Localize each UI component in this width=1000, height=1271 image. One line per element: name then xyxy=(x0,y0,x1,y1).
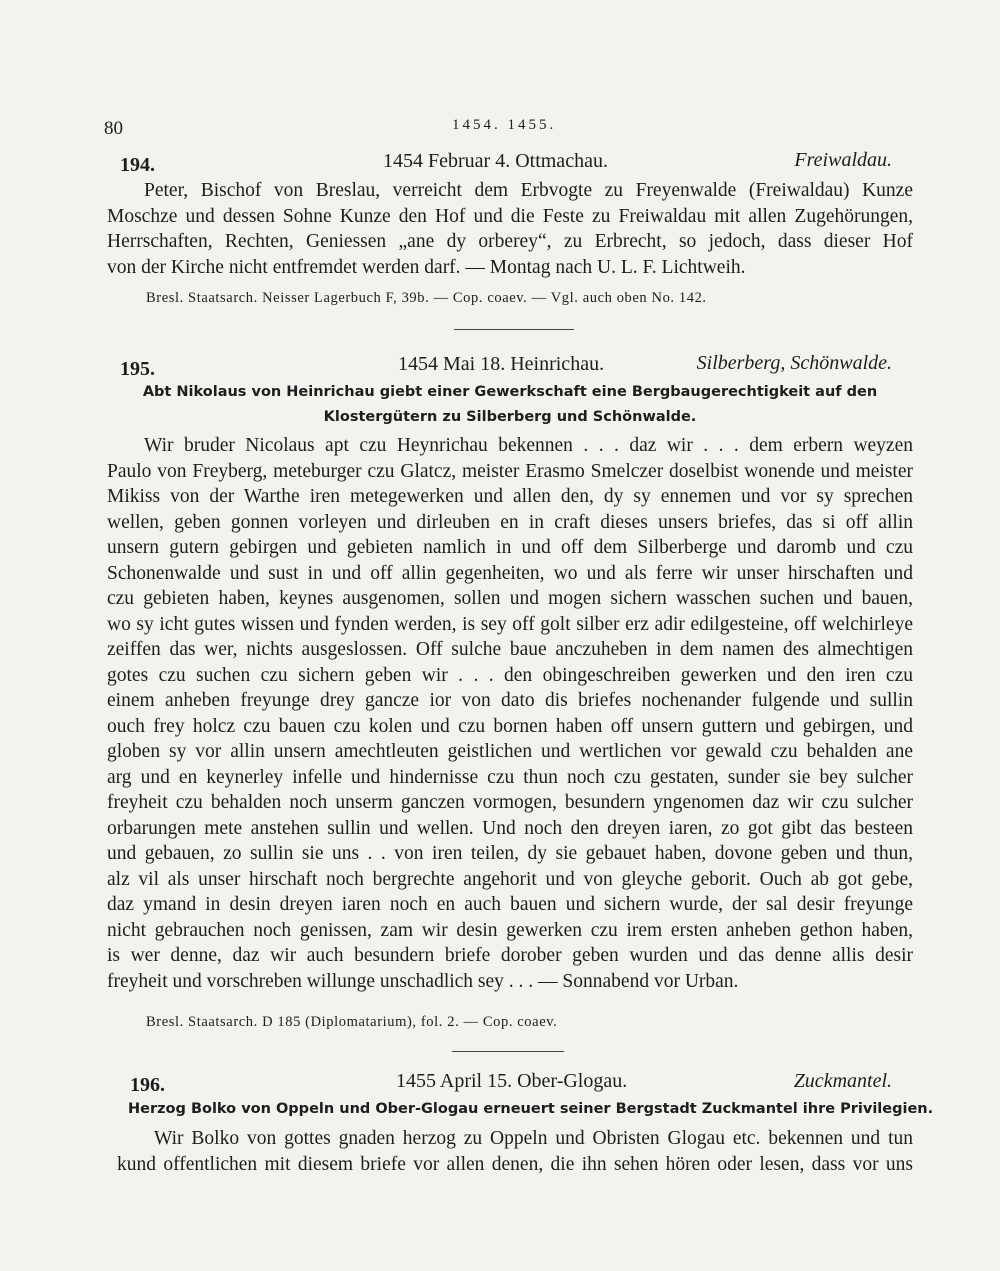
page-number: 80 xyxy=(104,118,123,139)
doc-194-line: Herrschaften, Rechten, Geniessen „ane dy orberey“, zu Erbrecht, so jedoch, dass dieser Hof xyxy=(107,231,913,252)
doc-195-body xyxy=(107,433,913,994)
doc-195-line: Mikiss von der Warthe iren metegewerken und allen den, dy sy ennemen und vor sy sprechen xyxy=(107,486,913,507)
doc-196-date-place: 1455 April 15. Ober-Glogau. xyxy=(396,1070,628,1092)
doc-195-line: zeiffen das wer, nichts ausgeslossen. Off sulche baue anczuheben in dem namen des almechtigen xyxy=(107,639,913,660)
separator-rule xyxy=(454,329,574,330)
doc-195-heading-line-2: Klostergütern zu Silberberg und Schönwalde. xyxy=(323,409,697,425)
doc-195-line: alz vil als unser hirschaft noch bergrechte angehorit und von gleyche geborit. Ouch ab got gebe, xyxy=(107,868,913,890)
doc-194-location: Freiwaldau. xyxy=(794,149,892,171)
doc-195-line: freyheit czu behalden noch unserm ganczen vormogen, besundern yngenomen daz wir czu sulcher xyxy=(107,792,913,813)
doc-194-date-place: 1454 Februar 4. Ottmachau. xyxy=(383,150,608,172)
doc-195-line: globen sy vor allin unsern amechtleuten geistlichen und wertlichen vor gewald czu behalden ane xyxy=(107,741,913,762)
doc-194-body xyxy=(107,178,913,280)
doc-195-line: orbarungen mete anstehen sullin und wellen. Und noch den dreyen iaren, zo got gibt das besteen xyxy=(107,817,913,839)
doc-195-line: wellen, geben gonnen vorleyen und dirleuben en in craft dieses unsers briefes, das si off allin xyxy=(107,511,913,533)
doc-196-number: 196. xyxy=(130,1074,165,1096)
doc-195-heading-line-1: Abt Nikolaus von Heinrichau giebt einer Gewerkschaft eine Bergbaugerechtigkeit auf den xyxy=(142,384,878,400)
doc-195-line: wo sy icht gutes wissen und fynden werden, is sey off golt silber erz adir edilgesteine, off welchirleye xyxy=(107,613,913,635)
separator-rule xyxy=(452,1051,564,1052)
doc-195-date-place: 1454 Mai 18. Heinrichau. xyxy=(398,353,605,375)
doc-195-line: arg und en keynerley infelle und hindernisse czu thun noch czu gestaten, sunder sie bey sulcher xyxy=(107,766,913,788)
doc-195-line: is wer denne, daz wir auch besundern briefe dorober geben wurden und das denne allis desir xyxy=(107,945,913,966)
doc-194-line: von der Kirche nicht entfremdet werden darf. — Montag nach U. L. F. Lichtweih. xyxy=(107,256,746,278)
doc-196-line: kund offentlichen mit diesem briefe vor allen denen, die ihn sehen hören oder lesen, dass vor uns xyxy=(117,1153,913,1175)
doc-195-line: freyheit und vorschreben willunge unschadlich sey . . . — Sonnabend vor Urban. xyxy=(107,970,739,992)
doc-194-line: Peter, Bischof von Breslau, verreicht dem Erbvogte zu Freyenwalde (Freiwaldau) Kunze xyxy=(144,180,913,201)
doc-195-line: czu gebieten haben, keynes ausgenomen, sollen und mogen sichern wasschen suchen und bauen, xyxy=(107,588,913,609)
doc-196-location: Zuckmantel. xyxy=(793,1070,892,1092)
doc-195-line: und gebauen, zo sullin sie uns . . von iren teilen, dy sie gebauet haben, dovone geben und thun, xyxy=(107,843,913,864)
doc-195-line: ouch frey holcz czu bauen czu kolen und czu bornen haben off unsern guttern und gebirgen, und xyxy=(107,715,913,737)
doc-196-heading: Herzog Bolko von Oppeln und Ober-Glogau erneuert seiner Bergstadt Zuckmantel ihre Privilegien. xyxy=(128,1101,934,1117)
doc-195-line: nicht gebrauchen noch genissen, zam wir desin gewerken czu irem ersten anheben gethon haben, xyxy=(107,919,913,941)
doc-195-line: daz ymand in desin dreyen iaren noch en auch bauen und sichern wurde, der sal desir freyunge xyxy=(107,894,913,915)
doc-194-line: Moschze und dessen Sohne Kunze den Hof und die Feste zu Freiwaldau mit allen Zugehörungen, xyxy=(107,205,913,227)
doc-195-line: Schonenwalde und sust in und off allin gegenheiten, wo und als ferre wir unser hirschaften und xyxy=(107,562,913,584)
running-header-years: 1454. 1455. xyxy=(452,117,557,133)
doc-196-body xyxy=(117,1126,913,1177)
doc-195-line: gotes czu suchen czu sichern geben wir . . . den obingeschreiben gewerken und den iren czu xyxy=(107,664,913,686)
doc-195-location: Silberberg, Schönwalde. xyxy=(696,352,892,374)
doc-194-source: Bresl. Staatsarch. Neisser Lagerbuch F, 39b. — Cop. coaev. — Vgl. auch oben No. 142. xyxy=(146,290,707,306)
doc-195-line: Paulo von Freyberg, meteburger czu Glatcz, meister Erasmo Smelczer doselbist wonende und meister xyxy=(107,460,913,482)
doc-195-line: unsern gutern gebirgen und gebieten namlich in und off dem Silberberge und daromb und czu xyxy=(107,537,913,558)
doc-195-line: einem anheben freyunge drey gancze ior von dato dis briefes nochenander fulgende und sullin xyxy=(107,690,913,711)
doc-196-line: Wir Bolko von gottes gnaden herzog zu Oppeln und Obristen Glogau etc. bekennen und tun xyxy=(154,1128,913,1149)
doc-194-number: 194. xyxy=(120,154,155,176)
doc-195-line: Wir bruder Nicolaus apt czu Heynrichau bekennen . . . daz wir . . . dem erbern weyzen xyxy=(144,435,913,456)
doc-195-number: 195. xyxy=(120,358,155,380)
doc-195-source: Bresl. Staatsarch. D 185 (Diplomatarium), fol. 2. — Cop. coaev. xyxy=(146,1014,558,1030)
